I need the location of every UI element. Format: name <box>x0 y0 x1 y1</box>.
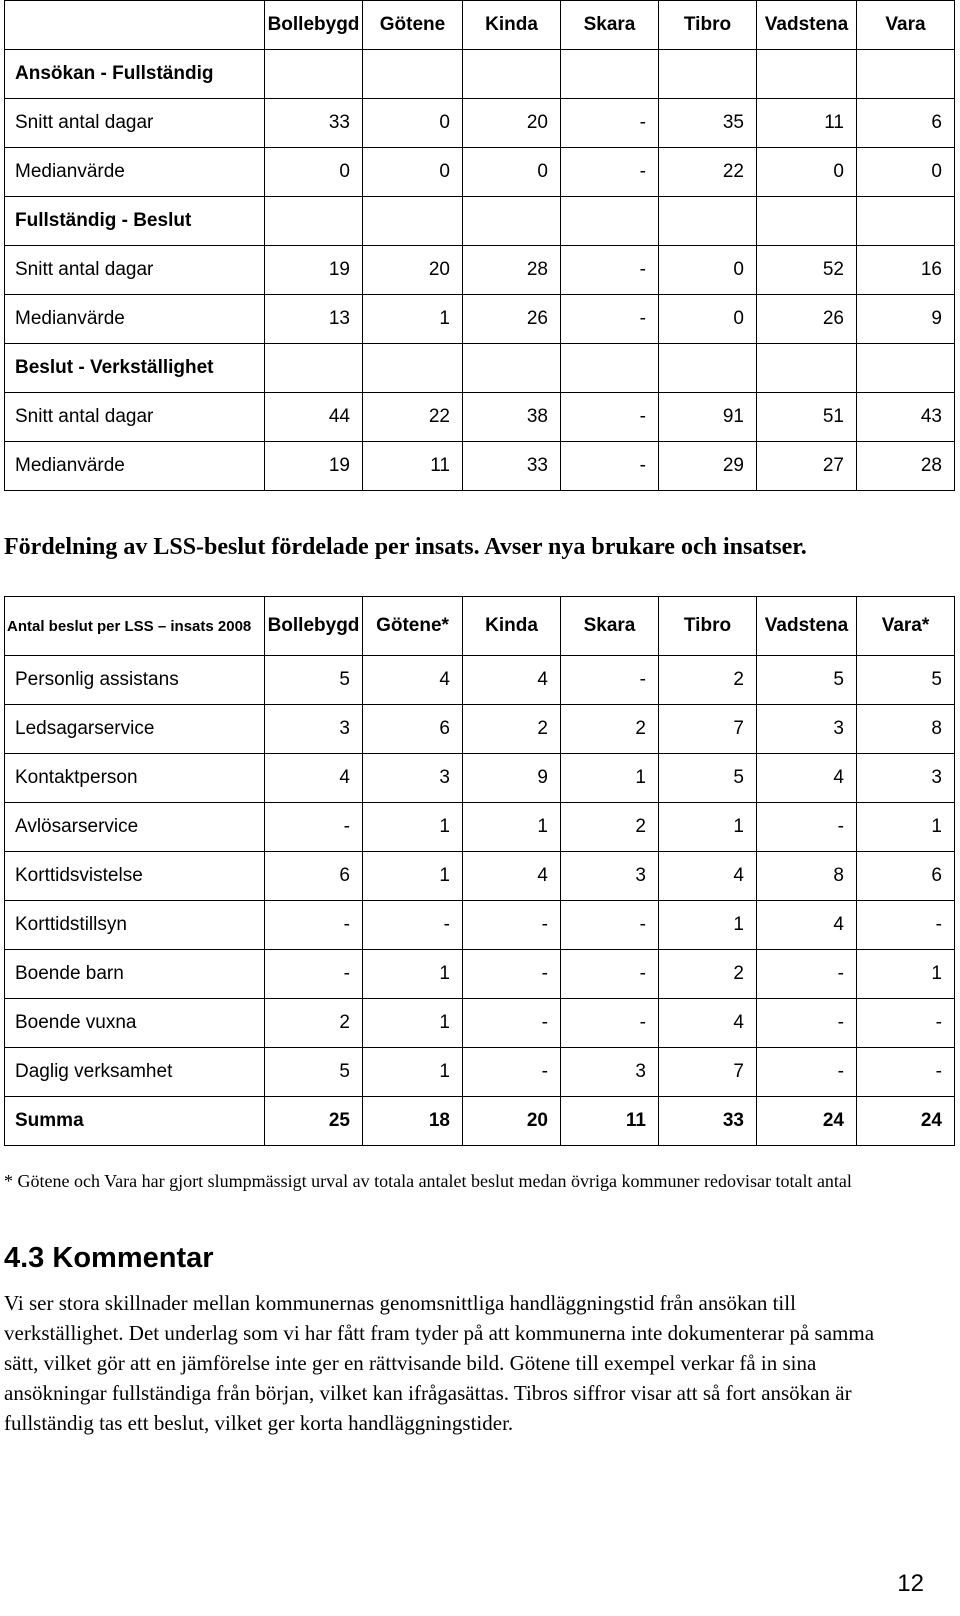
table-row <box>5 656 955 705</box>
table-header-row <box>5 597 955 656</box>
empty-cell <box>659 344 757 393</box>
value-cell: - <box>561 442 659 491</box>
value-cell: 1 <box>857 803 955 852</box>
column-header: Tibro <box>659 597 757 656</box>
value-cell: 28 <box>463 246 561 295</box>
comment-paragraph: Vi ser stora skillnader mellan kommunernas genomsnittliga handläggningstid från ansökan till verkställighet. Det underlag som vi har fått fram tyder på att kommunerna inte dokumenterar på samma sätt, vilket gör att en jämförelse inte ger en rättvisande bild. Götene till exempel verkar få in sina ansökningar fullständiga från början, vilket kan ifrågasättas. Tibros siffror visar att så fort ansökan är fullständig tas ett beslut, vilket ger korta handläggningstider. <box>4 1291 875 1435</box>
value-cell: 0 <box>265 148 363 197</box>
value-cell: - <box>463 950 561 999</box>
empty-cell <box>265 50 363 99</box>
value-cell: 4 <box>757 754 857 803</box>
value-cell: - <box>857 901 955 950</box>
row-label: Medianvärde <box>5 148 265 197</box>
value-cell: 1 <box>363 803 463 852</box>
value-cell: 2 <box>561 705 659 754</box>
value-cell: 43 <box>857 393 955 442</box>
value-cell: - <box>561 901 659 950</box>
value-cell: - <box>265 803 363 852</box>
value-cell: 91 <box>659 393 757 442</box>
row-label: Korttidstillsyn <box>5 901 265 950</box>
value-cell: 4 <box>659 852 757 901</box>
column-header: Kinda <box>463 597 561 656</box>
empty-cell <box>561 50 659 99</box>
column-header: Vadstena <box>757 1 857 50</box>
sum-value: 24 <box>757 1097 857 1146</box>
empty-cell <box>659 50 757 99</box>
value-cell: - <box>265 950 363 999</box>
column-header: Götene* <box>363 597 463 656</box>
value-cell: 11 <box>363 442 463 491</box>
value-cell: - <box>561 999 659 1048</box>
table-header-row <box>5 1 955 50</box>
empty-cell <box>659 197 757 246</box>
value-cell: 3 <box>857 754 955 803</box>
column-header: Tibro <box>659 1 757 50</box>
value-cell: 22 <box>363 393 463 442</box>
value-cell: 3 <box>363 754 463 803</box>
column-header: Skara <box>561 1 659 50</box>
value-cell: 29 <box>659 442 757 491</box>
lss-decisions-table <box>4 596 955 1146</box>
value-cell: 1 <box>659 901 757 950</box>
row-label: Ledsagarservice <box>5 705 265 754</box>
empty-cell <box>463 197 561 246</box>
column-header: Bollebygd <box>265 597 363 656</box>
sum-label: Summa <box>5 1097 265 1146</box>
value-cell: 35 <box>659 99 757 148</box>
section-title: Fullständig - Beslut <box>5 197 265 246</box>
value-cell: 1 <box>659 803 757 852</box>
column-header: Vara* <box>857 597 955 656</box>
table-row <box>5 442 955 491</box>
value-cell: - <box>857 1048 955 1097</box>
table-row <box>5 393 955 442</box>
table-row <box>5 295 955 344</box>
empty-cell <box>463 344 561 393</box>
row-label: Snitt antal dagar <box>5 246 265 295</box>
value-cell: 13 <box>265 295 363 344</box>
corner-label: Antal beslut per LSS – insats 2008 <box>5 597 265 656</box>
value-cell: - <box>757 999 857 1048</box>
sum-value: 25 <box>265 1097 363 1146</box>
sum-value: 33 <box>659 1097 757 1146</box>
table-row <box>5 148 955 197</box>
value-cell: - <box>757 803 857 852</box>
value-cell: 1 <box>363 295 463 344</box>
table-row <box>5 901 955 950</box>
row-label: Snitt antal dagar <box>5 99 265 148</box>
value-cell: 1 <box>363 999 463 1048</box>
value-cell: 8 <box>857 705 955 754</box>
table-row <box>5 950 955 999</box>
row-label: Boende vuxna <box>5 999 265 1048</box>
distribution-heading: Fördelning av LSS-beslut fördelade per insats. Avser nya brukare och insatser. <box>4 534 807 560</box>
section-row <box>5 197 955 246</box>
row-label: Snitt antal dagar <box>5 393 265 442</box>
value-cell: - <box>561 99 659 148</box>
value-cell: 27 <box>757 442 857 491</box>
value-cell: - <box>561 950 659 999</box>
empty-cell <box>363 344 463 393</box>
value-cell: 5 <box>265 656 363 705</box>
value-cell: - <box>463 999 561 1048</box>
value-cell: 33 <box>265 99 363 148</box>
value-cell: 5 <box>659 754 757 803</box>
value-cell: 7 <box>659 705 757 754</box>
value-cell: 16 <box>857 246 955 295</box>
row-label: Kontaktperson <box>5 754 265 803</box>
value-cell: 5 <box>265 1048 363 1097</box>
value-cell: 20 <box>463 99 561 148</box>
table-row <box>5 852 955 901</box>
value-cell: - <box>561 393 659 442</box>
row-label: Personlig assistans <box>5 656 265 705</box>
section-row <box>5 50 955 99</box>
value-cell: 9 <box>463 754 561 803</box>
table-row <box>5 1048 955 1097</box>
empty-cell <box>757 197 857 246</box>
value-cell: 2 <box>659 656 757 705</box>
footnote: * Götene och Vara har gjort slumpmässigt urval av totala antalet beslut medan övriga kommuner redovisar totalt antal <box>4 1171 852 1191</box>
value-cell: 22 <box>659 148 757 197</box>
value-cell: 52 <box>757 246 857 295</box>
sum-row <box>5 1097 955 1146</box>
value-cell: 0 <box>363 148 463 197</box>
value-cell: - <box>265 901 363 950</box>
empty-cell <box>265 197 363 246</box>
value-cell: - <box>561 246 659 295</box>
value-cell: 0 <box>659 246 757 295</box>
section-title: Beslut - Verkställighet <box>5 344 265 393</box>
empty-cell <box>265 344 363 393</box>
empty-cell <box>561 344 659 393</box>
value-cell: 2 <box>265 999 363 1048</box>
table-row <box>5 754 955 803</box>
table-row <box>5 246 955 295</box>
row-label: Korttidsvistelse <box>5 852 265 901</box>
value-cell: 2 <box>463 705 561 754</box>
column-header: Götene <box>363 1 463 50</box>
value-cell: 38 <box>463 393 561 442</box>
value-cell: 3 <box>757 705 857 754</box>
value-cell: 28 <box>857 442 955 491</box>
table-row <box>5 803 955 852</box>
value-cell: 3 <box>561 852 659 901</box>
empty-cell <box>463 50 561 99</box>
sum-value: 11 <box>561 1097 659 1146</box>
value-cell: 2 <box>659 950 757 999</box>
value-cell: 20 <box>363 246 463 295</box>
value-cell: 1 <box>463 803 561 852</box>
value-cell: 1 <box>363 950 463 999</box>
value-cell: 11 <box>757 99 857 148</box>
value-cell: 6 <box>265 852 363 901</box>
value-cell: 8 <box>757 852 857 901</box>
handlaggningstid-table <box>4 0 955 491</box>
value-cell: 1 <box>561 754 659 803</box>
row-label: Medianvärde <box>5 442 265 491</box>
column-header: Skara <box>561 597 659 656</box>
page-number: 12 <box>897 1570 924 1597</box>
column-header: Vara <box>857 1 955 50</box>
value-cell: - <box>561 656 659 705</box>
column-header: Kinda <box>463 1 561 50</box>
value-cell: 3 <box>561 1048 659 1097</box>
value-cell: 9 <box>857 295 955 344</box>
value-cell: - <box>363 901 463 950</box>
value-cell: 51 <box>757 393 857 442</box>
value-cell: - <box>757 950 857 999</box>
value-cell: 6 <box>363 705 463 754</box>
value-cell: 0 <box>857 148 955 197</box>
value-cell: 1 <box>363 1048 463 1097</box>
row-label: Daglig verksamhet <box>5 1048 265 1097</box>
table-row <box>5 999 955 1048</box>
empty-cell <box>857 344 955 393</box>
value-cell: 6 <box>857 99 955 148</box>
value-cell: 19 <box>265 246 363 295</box>
value-cell: 4 <box>757 901 857 950</box>
value-cell: - <box>561 295 659 344</box>
value-cell: 3 <box>265 705 363 754</box>
value-cell: 2 <box>561 803 659 852</box>
value-cell: 1 <box>857 950 955 999</box>
value-cell: - <box>561 148 659 197</box>
value-cell: - <box>857 999 955 1048</box>
row-label: Boende barn <box>5 950 265 999</box>
value-cell: - <box>757 1048 857 1097</box>
empty-cell <box>857 50 955 99</box>
table-row <box>5 705 955 754</box>
value-cell: 4 <box>463 656 561 705</box>
section-title: Ansökan - Fullständig <box>5 50 265 99</box>
value-cell: - <box>463 1048 561 1097</box>
value-cell: 0 <box>659 295 757 344</box>
sum-value: 20 <box>463 1097 561 1146</box>
value-cell: - <box>463 901 561 950</box>
value-cell: 4 <box>659 999 757 1048</box>
column-header: Bollebygd <box>265 1 363 50</box>
value-cell: 5 <box>857 656 955 705</box>
section-heading: 4.3 Kommentar <box>4 1242 214 1274</box>
empty-cell <box>363 50 463 99</box>
corner-cell <box>5 1 265 50</box>
empty-cell <box>561 197 659 246</box>
value-cell: 4 <box>265 754 363 803</box>
value-cell: 0 <box>363 99 463 148</box>
value-cell: 5 <box>757 656 857 705</box>
value-cell: 4 <box>463 852 561 901</box>
value-cell: 44 <box>265 393 363 442</box>
value-cell: 1 <box>363 852 463 901</box>
empty-cell <box>857 197 955 246</box>
value-cell: 6 <box>857 852 955 901</box>
empty-cell <box>757 50 857 99</box>
section-row <box>5 344 955 393</box>
sum-value: 18 <box>363 1097 463 1146</box>
value-cell: 33 <box>463 442 561 491</box>
value-cell: 4 <box>363 656 463 705</box>
value-cell: 7 <box>659 1048 757 1097</box>
row-label: Medianvärde <box>5 295 265 344</box>
value-cell: 19 <box>265 442 363 491</box>
empty-cell <box>363 197 463 246</box>
value-cell: 0 <box>757 148 857 197</box>
value-cell: 0 <box>463 148 561 197</box>
column-header: Vadstena <box>757 597 857 656</box>
empty-cell <box>757 344 857 393</box>
sum-value: 24 <box>857 1097 955 1146</box>
row-label: Avlösarservice <box>5 803 265 852</box>
value-cell: 26 <box>463 295 561 344</box>
value-cell: 26 <box>757 295 857 344</box>
table-row <box>5 99 955 148</box>
